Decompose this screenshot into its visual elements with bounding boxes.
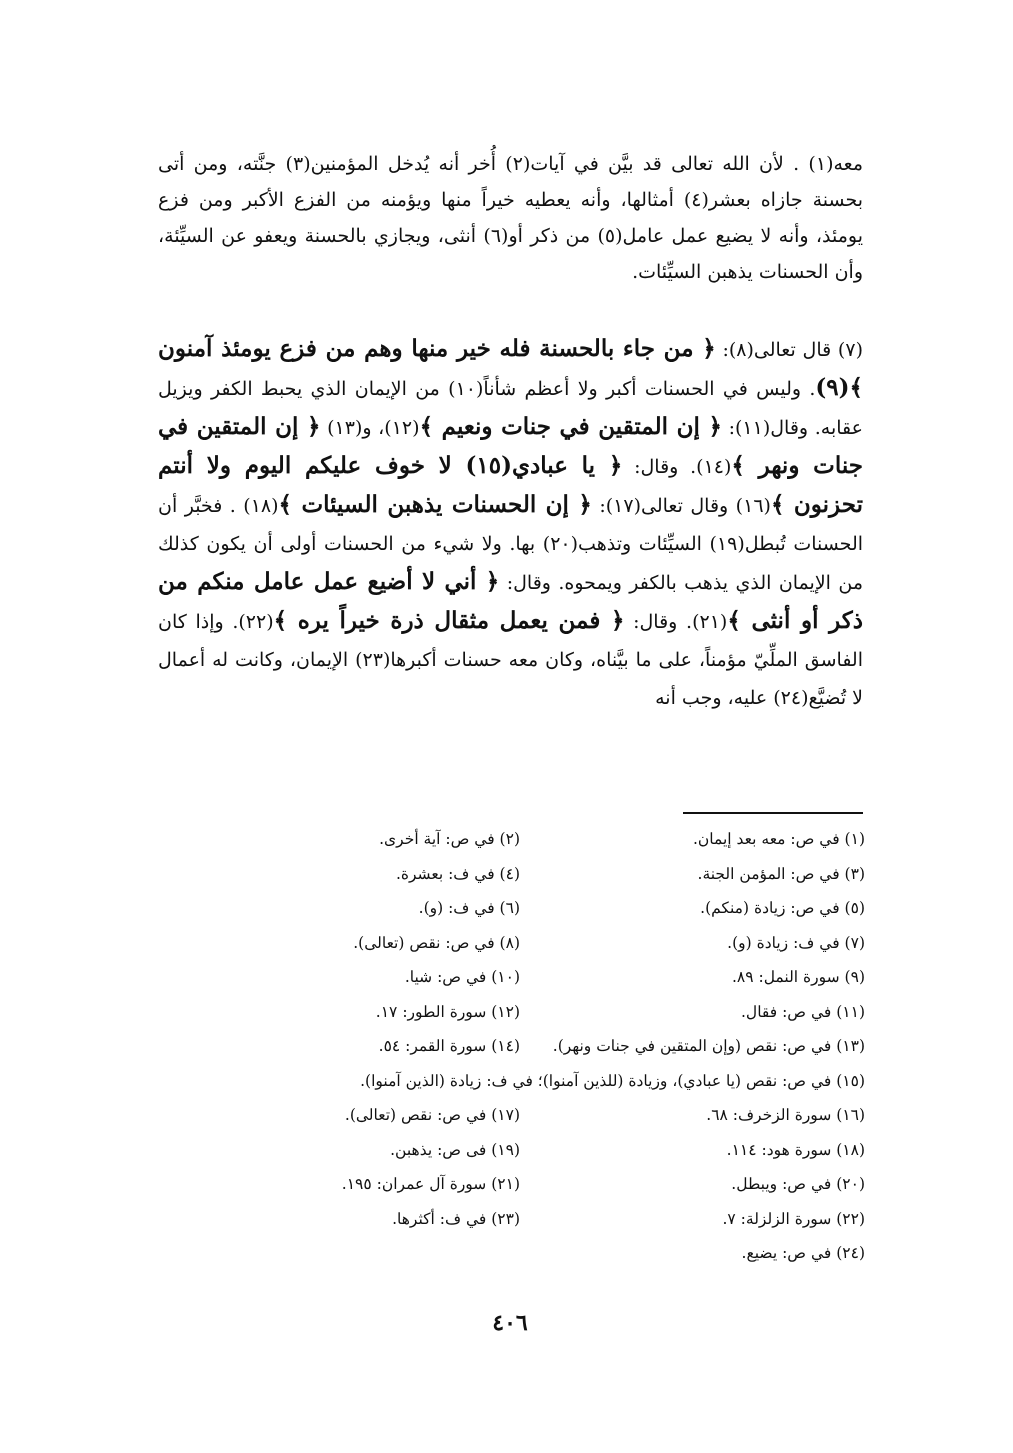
text-run: (٧) قال تعالى(٨): [715, 339, 863, 361]
text-run: . وليس في الحسنات أكبر ولا أعظم شأناً(١٠) من الإيمان الذي يحبط الكفر ويزيل عقابه. وقال(١١): [158, 378, 863, 439]
footnote: (٢) في ص: آية أخرى. [379, 830, 520, 848]
text-run: (١٢)، و(١٣) [320, 417, 420, 439]
quran-verse: ﴿ إن المتقين في جنات ونعيم ﴾ [419, 413, 722, 440]
text-run: (١٤). وقال: [622, 456, 732, 478]
footnote: (٦) في ف: (و). [418, 899, 520, 917]
footnote-separator [683, 812, 863, 814]
footnote: (٢٠) في ص: ويبطل. [731, 1175, 865, 1193]
footnote-row [200, 1098, 865, 1133]
quran-verse: ﴿ من جاء بالحسنة فله خير منها وهم من فزع يومئذ آمنون ﴾(٩) [158, 335, 863, 401]
footnote: (١٣) في ص: نقص (وإن المتقين في جنات ونهر). [552, 1037, 865, 1055]
footnote: (٧) في ف: زيادة (و). [727, 933, 865, 952]
footnote: (٩) سورة النمل: ٨٩. [731, 968, 865, 986]
footnote-row [200, 926, 865, 961]
footnote: (١) في ص: معه بعد إيمان. [693, 830, 865, 848]
footnote-row [200, 1167, 865, 1202]
text-run: (١٨) . فخبَّر أن الحسنات تُبطل(١٩) السيِّئات وتذهب(٢٠) بها. ولا شيء من الحسنات أولى أن يكون كذلك من الإيمان الذي يذهب بالكفر ويمحوه. وقال: [158, 495, 864, 594]
footnote: (٥) في ص: زيادة (منكم). [700, 899, 865, 917]
footnote-row [200, 1133, 865, 1168]
footnote-row [200, 857, 865, 892]
footnote-row [200, 995, 865, 1030]
footnote: (١٢) سورة الطور: ١٧. [375, 1002, 520, 1021]
footnote: (١٨) سورة هود: ١١٤. [726, 1140, 865, 1159]
footnote: (٢٤) في ص: يضيع. [741, 1244, 865, 1262]
footnote-row [200, 1202, 865, 1237]
footnote: (١٠) في ص: شيا. [404, 968, 520, 986]
text-run: (٢١). وقال: [624, 611, 728, 633]
footnote: (٣) في ص: المؤمن الجنة. [697, 864, 865, 883]
quran-verse: ﴿ إن المتقين في جنات ونهر ﴾ [158, 413, 863, 479]
footnote: (٤) في ف: بعشرة. [395, 864, 520, 883]
footnote-row [200, 960, 865, 995]
footnote: (٢٢) سورة الزلزلة: ٧. [722, 1209, 865, 1228]
body-paragraph-2 [158, 330, 863, 717]
quran-verse: ﴿ أني لا أضيع عمل عامل منكم من ذكر أو أنثى ﴾ [158, 568, 863, 634]
quran-verse: ﴿ يا عبادي(١٥) لا خوف عليكم اليوم ولا أنتم تحزنون ﴾ [158, 452, 863, 518]
footnote-row [200, 1029, 865, 1064]
footnote: (١٩) فى ص: يذهبن. [390, 1140, 520, 1159]
footnote: (٢٣) في ف: أكثرها. [392, 1209, 520, 1228]
page-number: ٤٠٦ [492, 1310, 528, 1336]
footnote [200, 1236, 520, 1271]
text-run: (٢٢). وإذا كان الفاسق الملِّيّ مؤمناً، على ما بيَّناه، وكان معه حسنات أكبرها(٢٣) الإيمان، وكانت له أعمال لا تُضيَّع(٢٤) عليه، وجب أنه [158, 611, 863, 709]
footnote: (١٦) سورة الزخرف: ٦٨. [706, 1106, 865, 1124]
footnote: (٨) في ص: نقص (تعالى). [353, 933, 520, 952]
footnote: (١٧) في ص: نقص (تعالى). [344, 1106, 520, 1124]
quran-verse: ﴿ إن الحسنات يذهبن السيئات ﴾ [278, 491, 592, 518]
footnotes [200, 822, 865, 1271]
footnote-row [200, 891, 865, 926]
text-run: (١٦) وقال تعالى(١٧): [591, 495, 771, 517]
footnote-row [200, 822, 865, 857]
footnote-row [200, 1236, 865, 1271]
quran-verse: ﴿ فمن يعمل مثقال ذرة خيراً يره ﴾ [273, 607, 625, 634]
footnote: (٢١) سورة آل عمران: ١٩٥. [341, 1175, 520, 1193]
body-paragraph-1: معه(١) . لأن الله تعالى قد بيَّن في آيات(٢) أُخر أنه يُدخل المؤمنين(٣) جنَّته، ومن أتى بحسنة جازاه بعشر(٤) أمثالها، وأنه يعطيه خيراً منها ويؤمنه من الفزع الأكبر ومن فزع يومئذ، وأنه لا يضيع عمل عامل(٥) من ذكر أو(٦) أنثى، ويجازي بالحسنة ويعفو عن السيِّئة، وأن الحسنات يذهبن السيِّئات. [158, 153, 864, 283]
footnote: (١٤) سورة القمر: ٥٤. [378, 1037, 520, 1055]
footnote-wide: (١٥) في ص: نقص (يا عبادي)، وزيادة (للذين آمنوا)؛ في ف: زيادة (الذين آمنوا). [360, 1071, 865, 1090]
footnote: (١١) في ص: فقال. [741, 1002, 865, 1021]
